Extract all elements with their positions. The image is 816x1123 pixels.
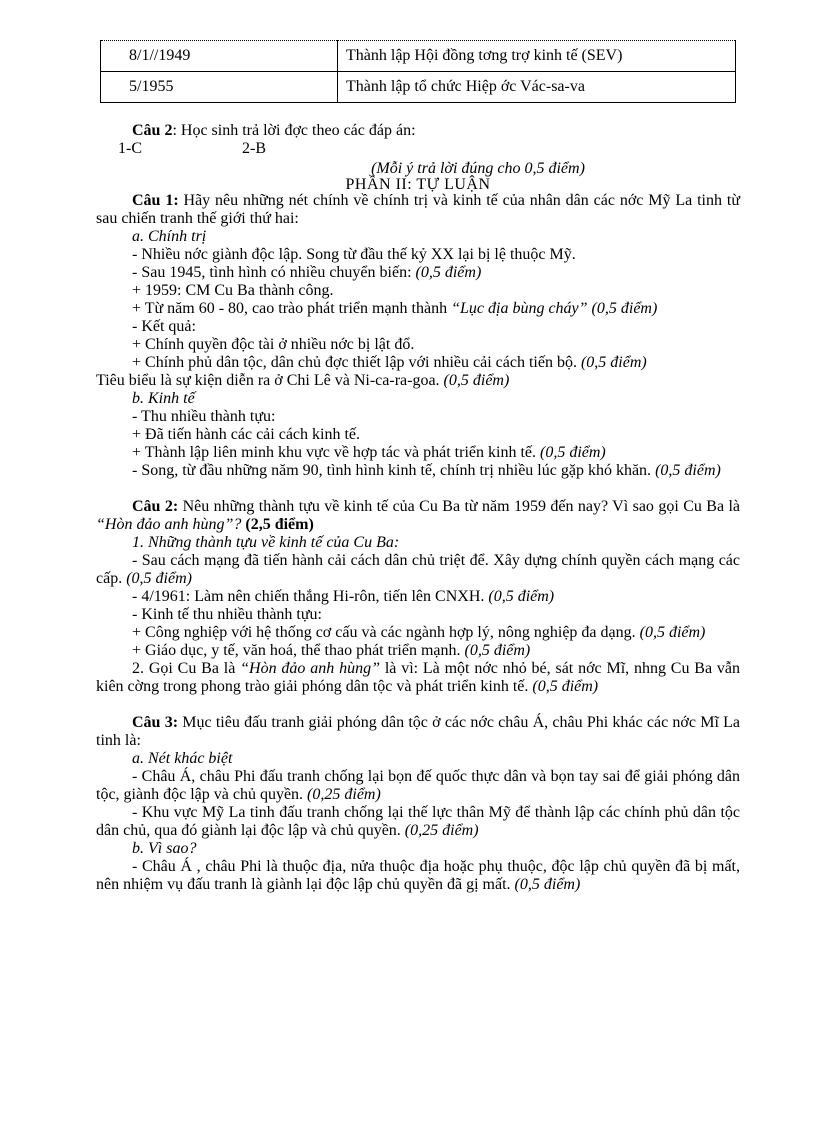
answer-line xyxy=(96,444,740,462)
score: (0,5 điểm) xyxy=(639,624,706,641)
answer-line xyxy=(96,228,740,246)
quote: “Hòn đảo anh hùng”? xyxy=(96,516,242,533)
answer-line xyxy=(96,804,740,840)
answer-list xyxy=(96,140,740,160)
quote: “Hòn đảo anh hùng” xyxy=(240,660,380,677)
answer-lines-q3 xyxy=(96,750,740,894)
line-text: + 1959: CM Cu Ba thành công. xyxy=(132,282,334,299)
event-date: 8/1//1949 xyxy=(101,41,338,72)
score: (0,5 điểm) xyxy=(587,300,658,317)
line-text: Tiêu biểu là sự kiện diễn ra ở Chi Lê và Ni-ca-ra-goa. xyxy=(96,372,444,389)
question-label: Câu 1: xyxy=(132,192,179,209)
answer-line xyxy=(96,426,740,444)
event-description: Thành lập Hội đồng tơng trợ kinh tế (SEV) xyxy=(338,41,736,72)
line-text: + Chính phủ dân tộc, dân chủ đợc thiết lập với nhiều cải cách tiến bộ. xyxy=(132,354,581,371)
section-title: PHẦN II: TỰ LUẬN xyxy=(345,176,491,193)
question-text: Mục tiêu đấu tranh giải phóng dân tộc ở các nớc châu Á, châu Phi khác các nớc Mĩ La tinh là: xyxy=(96,714,741,749)
line-text: là vì: Là một nớc nhỏ bé, sát nớc Mĩ, nhng Cu Ba vẫn kiên cờng trong phong trào giải phóng dân tộc và phát triển kinh tế. xyxy=(96,660,740,695)
answer-line xyxy=(96,390,740,408)
essay-question-3 xyxy=(96,714,740,750)
table-row xyxy=(101,41,736,72)
answer-line xyxy=(96,624,740,642)
score: (0,5 điểm) xyxy=(655,462,721,479)
answer-line xyxy=(96,282,740,300)
answer-line xyxy=(96,534,740,552)
event-description: Thành lập tổ chức Hiệp ớc Vác-sa-va xyxy=(338,72,736,103)
line-text: - Nhiều nớc giành độc lập. Song từ đầu thế kỷ XX lại bị lệ thuộc Mỹ. xyxy=(132,246,576,263)
question-text: Hãy nêu những nét chính về chính trị và kinh tế của nhân dân các nớc Mỹ La tinh từ sau chiến tranh thế giới thứ hai: xyxy=(96,192,740,227)
answer-line xyxy=(96,642,740,660)
score: (0,5 điểm) xyxy=(443,372,510,389)
answer-line xyxy=(96,858,740,894)
line-text: 2. Gọi Cu Ba là xyxy=(132,660,241,677)
score: (0,5 điểm) xyxy=(539,444,606,461)
line-text: - Sau 1945, tình hình có nhiều chuyển biến: xyxy=(132,264,416,281)
answer-line xyxy=(96,462,740,480)
answer-1: 1-C xyxy=(118,140,142,157)
points: (2,5 điểm) xyxy=(241,516,314,533)
score: (0,25 điểm) xyxy=(404,822,479,839)
line-text: + Công nghiệp với hệ thống cơ cấu và các ngành hợp lý, nông nghiệp đa dạng. xyxy=(132,624,640,641)
line-text: - 4/1961: Làm nên chiến thắng Hi-rôn, tiến lên CNXH. xyxy=(132,588,489,605)
answer-line xyxy=(96,840,740,858)
answer-line xyxy=(96,552,740,588)
events-table xyxy=(100,40,736,103)
answer-line xyxy=(96,300,740,318)
line-text: + Từ năm 60 - 80, cao trào phát triển mạnh thành xyxy=(132,300,452,317)
answer-lines-q1 xyxy=(96,228,740,480)
line-text: - Châu Á , châu Phi là thuộc địa, nửa thuộc địa hoặc phụ thuộc, độc lập chủ quyền đã bị mất, nên nhiệm vụ đấu tranh là giành lại độc lập chủ quyền đã gị mất. xyxy=(96,858,740,893)
score: (0,5 điểm) xyxy=(580,354,647,371)
line-text: - Kinh tế thu nhiều thành tựu: xyxy=(132,606,322,623)
answer-line xyxy=(96,768,740,804)
score: (0,5 điểm) xyxy=(488,588,555,605)
answer-line xyxy=(96,750,740,768)
question-label: Câu 3: xyxy=(132,714,179,731)
answer-line xyxy=(96,372,740,390)
document-body xyxy=(96,122,740,894)
answer-line xyxy=(96,246,740,264)
quote: “Lục địa bùng cháy” xyxy=(451,300,588,317)
question-text: : Học sinh trả lời đợc theo các đáp án: xyxy=(172,122,416,139)
question-label: Câu 2: xyxy=(132,498,179,515)
score: (0,5 điểm) xyxy=(415,264,482,281)
answer-2: 2-B xyxy=(242,140,266,157)
line-text: + Giáo dục, y tế, văn hoá, thể thao phát triển mạnh. xyxy=(132,642,465,659)
answer-line xyxy=(96,318,740,336)
score: (0,5 điểm) xyxy=(464,642,531,659)
answer-lines-q2 xyxy=(96,534,740,696)
score: (0,5 điểm) xyxy=(514,876,581,893)
line-text: b. Kinh tế xyxy=(132,390,195,407)
line-text: - Châu Á, châu Phi đấu tranh chống lại bọn đế quốc thực dân và bọn tay sai để giải phóng dân tộc, giành độc lập và chủ quyền. xyxy=(96,768,740,803)
answer-line xyxy=(96,408,740,426)
line-text: - Kết quả: xyxy=(132,318,196,335)
essay-question-1 xyxy=(96,192,740,228)
answer-line xyxy=(96,606,740,624)
line-text: + Đã tiến hành các cải cách kinh tế. xyxy=(132,426,361,443)
table-row xyxy=(101,72,736,103)
line-text: - Sau cách mạng đã tiến hành cải cách dân chủ triệt để. Xây dựng chính quyền cách mạng các cấp. xyxy=(96,552,740,587)
answer-line xyxy=(96,588,740,606)
line-text: - Song, từ đầu những năm 90, tình hình kinh tế, chính trị nhiều lúc gặp khó khăn. xyxy=(132,462,656,479)
line-text: + Thành lập liên minh khu vực về hợp tác và phát triển kinh tế. xyxy=(132,444,540,461)
line-text: a. Chính trị xyxy=(132,228,207,245)
part1-question-2 xyxy=(96,122,740,140)
score-note: (Mỗi ý trả lời đúng cho 0,5 điểm) xyxy=(371,160,585,177)
line-text: - Thu nhiều thành tựu: xyxy=(132,408,276,425)
answer-line xyxy=(96,264,740,282)
answer-line xyxy=(96,354,740,372)
line-text: 1. Những thành tựu về kinh tế của Cu Ba: xyxy=(132,534,400,551)
line-text: b. Vì sao? xyxy=(132,840,197,857)
score: (0,5 điểm) xyxy=(532,678,599,695)
essay-question-2 xyxy=(96,498,740,534)
question-text: Nêu những thành tựu về kinh tế của Cu Ba từ năm 1959 đến nay? Vì sao gọi Cu Ba là xyxy=(178,498,741,515)
score: (0,5 điểm) xyxy=(126,570,192,587)
line-text: + Chính quyền độc tài ở nhiều nớc bị lật đổ. xyxy=(132,336,415,353)
line-text: - Khu vực Mỹ La tinh đấu tranh chống lại thế lực thân Mỹ để thành lập các chính phủ dân tộc dân chủ, qua đó giành lại độc lập và chủ quyền. xyxy=(96,804,740,839)
score: (0,25 điểm) xyxy=(307,786,381,803)
line-text: a. Nét khác biệt xyxy=(132,750,233,767)
event-date: 5/1955 xyxy=(101,72,338,103)
answer-line xyxy=(96,336,740,354)
answer-line xyxy=(96,660,740,696)
question-label: Câu 2 xyxy=(132,122,173,139)
